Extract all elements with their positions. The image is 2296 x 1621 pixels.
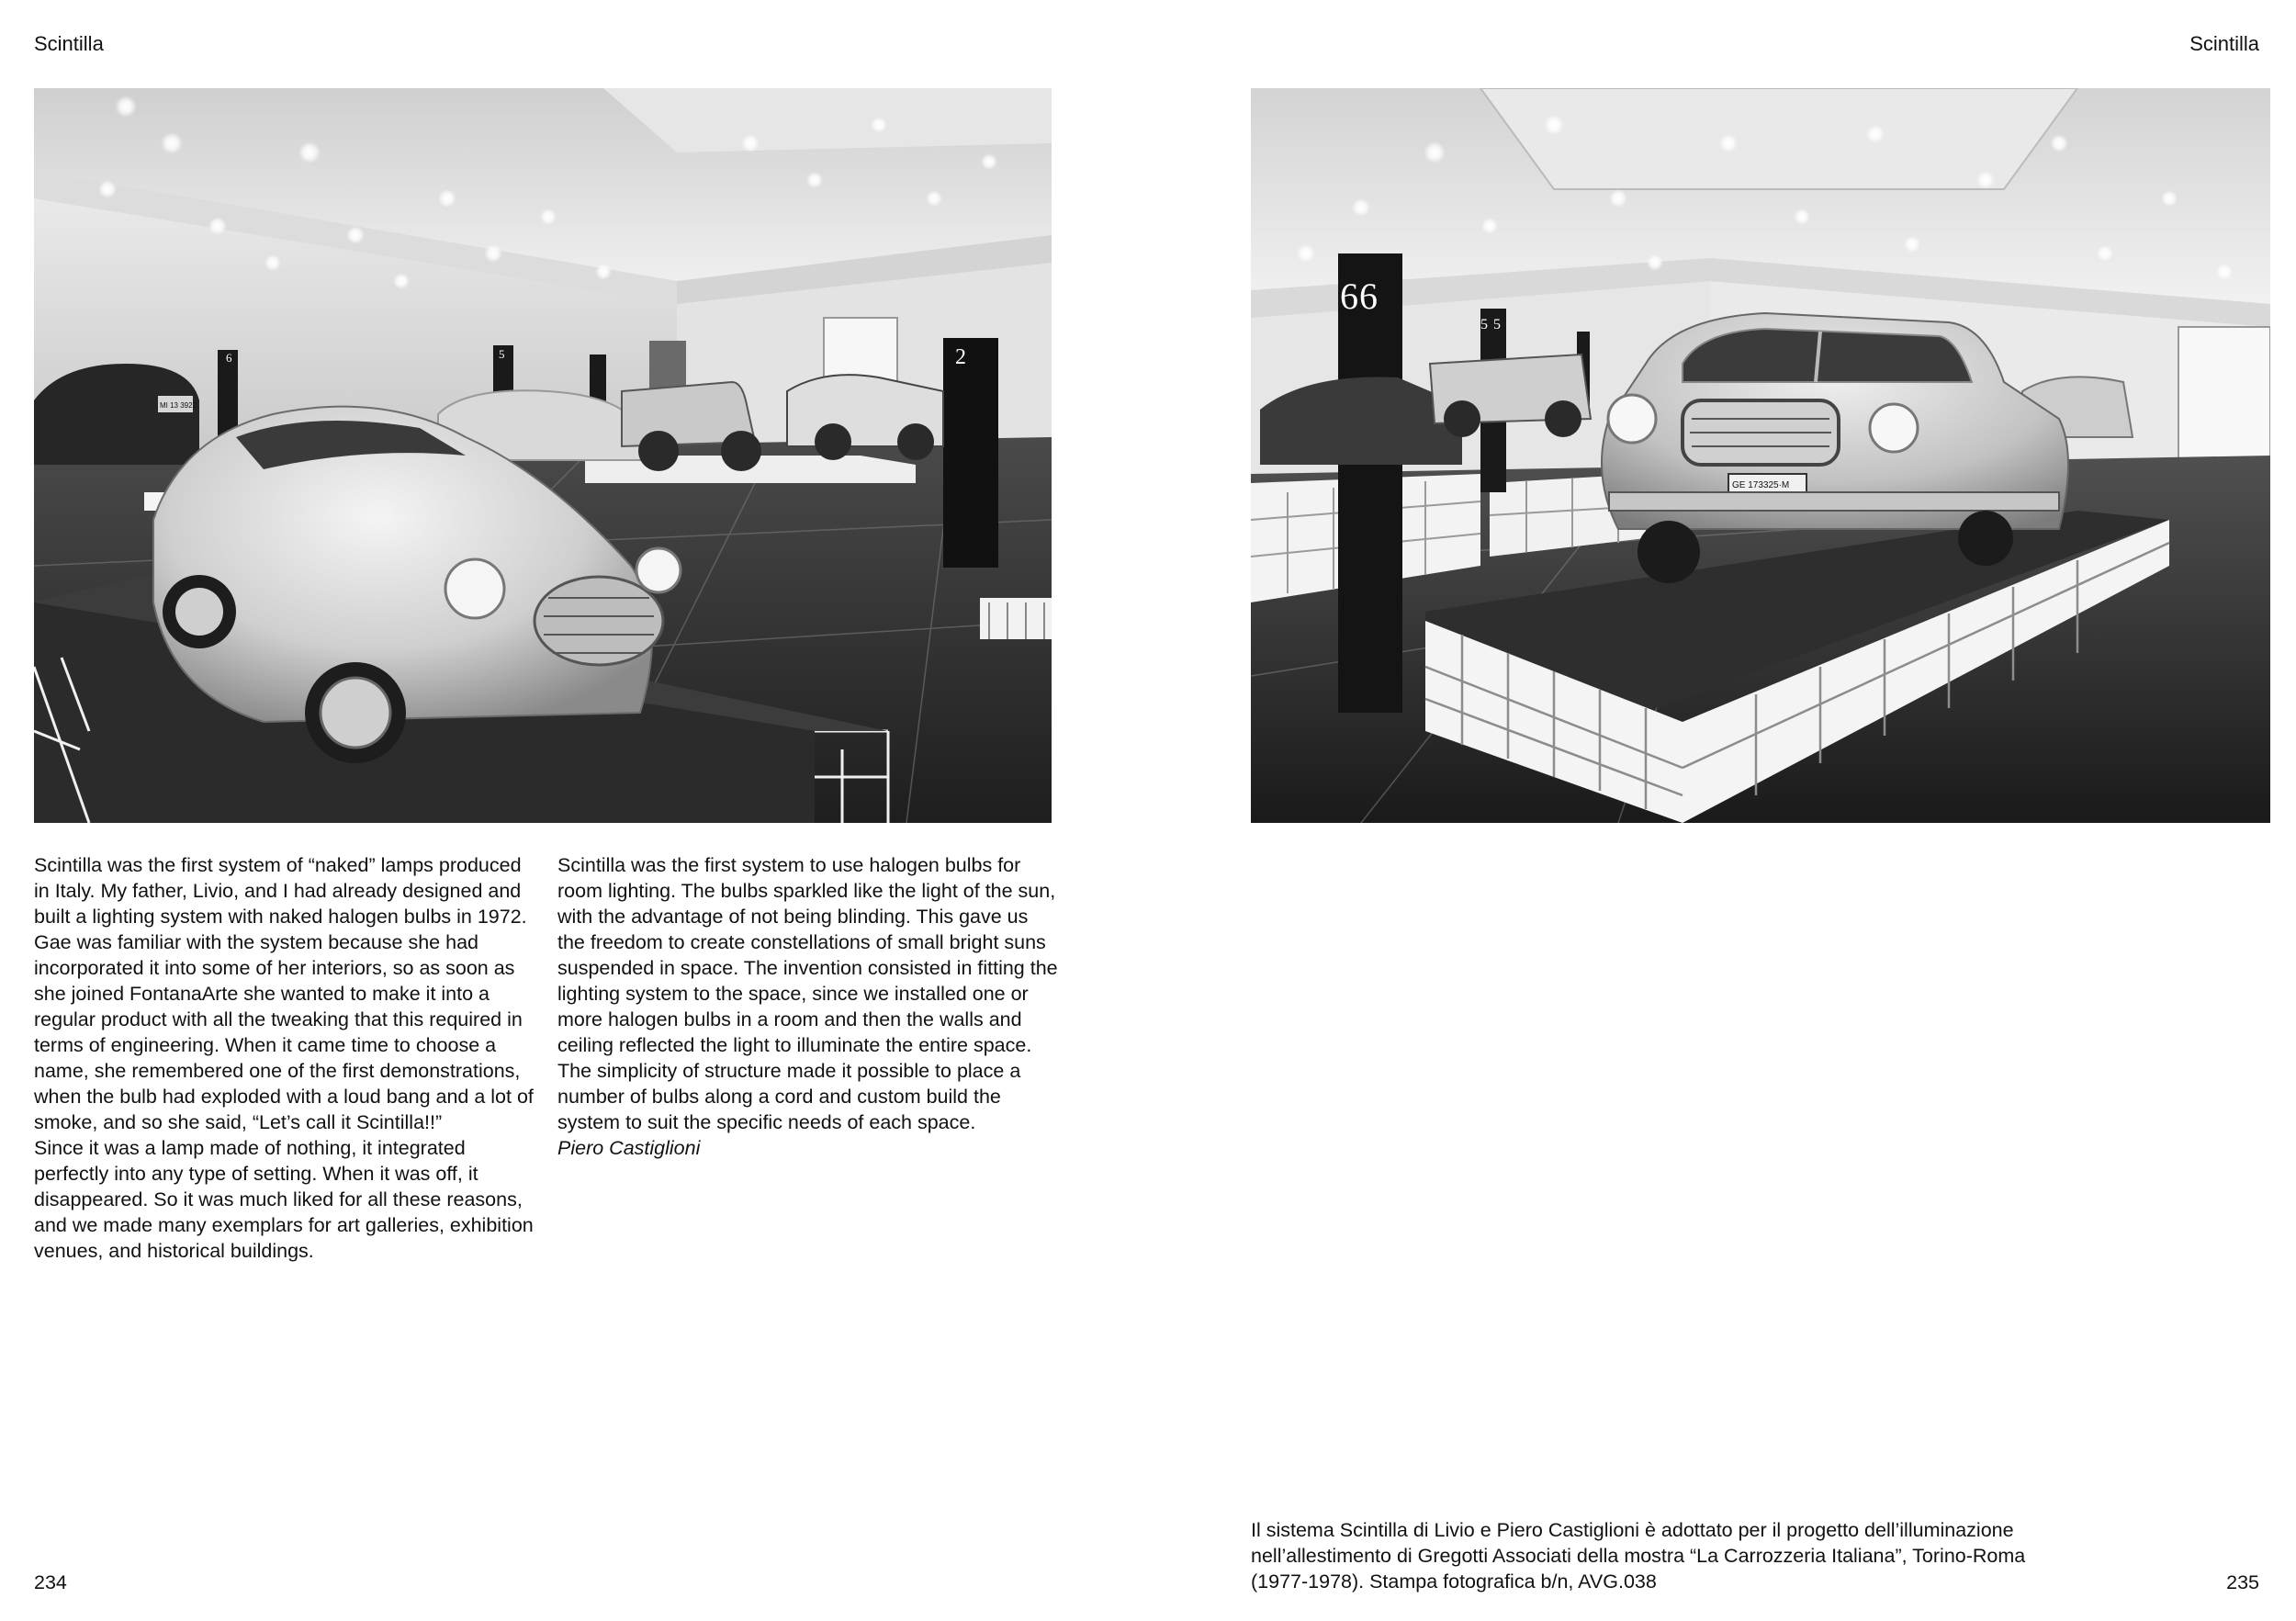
exhibition-photo-left-drawing [34,88,1052,823]
paragraph: Since it was a lamp made of nothing, it integrated perfectly into any type of setting. When it was off, it disappeared. So it was much liked for all these reasons, and we made many exemplars for art galleries, exhibition venues, and historical buildings. [34,1137,534,1262]
exhibition-photo-left [34,88,1052,823]
exhibition-photo-right [1251,88,2270,823]
paragraph: Scintilla was the first system to use halogen bulbs for room lighting. The bulbs sparkled like the light of the sun, with the advantage of not being blinding. This gave us the freedom to create constellations of small bright suns suspended in space. The invention consisted in fitting the lighting system to the space, since we installed one or more halogen bulbs in a room and then the walls and ceiling reflected the light to illuminate the entire space. The simplicity of structure made it possible to place a number of bulbs along a cord and custom build the system to suit the specific needs of each space. [557,854,1058,1133]
page-number-left: 234 [34,1571,67,1593]
caption-line: (1977-1978). Stampa fotografica b/n, AVG.038 [1251,1570,1657,1593]
photo-caption [1251,1517,2151,1594]
pillar-number-5: 5 [499,347,505,361]
license-plate: MI 13 3922 [160,401,197,410]
paragraph: Scintilla was the first system of “naked” lamps produced in Italy. My father, Livio, and I had already designed and built a lighting system with naked halogen bulbs in 1972. Gae was familiar with the system because she had incorporated it into some of her interiors, so as soon as she joined FontanaArte she wanted to make it into a regular product with all the tweaking that this required in terms of engineering. When it came time to choose a name, she remembered one of the first demonstrations, when the bulb had exploded with a loud bang and a lot of smoke, and so she said, “Let’s call it Scintilla!!” [34,854,534,1133]
pillar-number-6: 6 [226,351,232,365]
caption-line: nell’allestimento di Gregotti Associati della mostra “La Carrozzeria Italiana”, Torino-Roma [1251,1545,2026,1567]
pillar-number-6-front: 6 [1359,276,1378,317]
author-signature: Piero Castiglioni [557,1137,701,1159]
text-column-right [557,852,1058,1161]
pillar-number-6-side: 6 [1340,276,1358,317]
running-head-right: Scintilla [2189,32,2259,55]
pillar-number-5-side: 5 [1480,317,1488,332]
running-head-left: Scintilla [34,32,104,55]
text-column-left [34,852,535,1264]
page-number-right: 235 [2226,1571,2259,1593]
caption-line: Il sistema Scintilla di Livio e Piero Castiglioni è adottato per il progetto dell’illuminazione [1251,1519,2014,1541]
license-plate: GE 173325·M [1732,480,1790,490]
pillar-number-5-front: 5 [1493,317,1501,332]
exhibition-photo-right-drawing [1251,88,2270,823]
pillar-number-2: 2 [955,345,966,369]
